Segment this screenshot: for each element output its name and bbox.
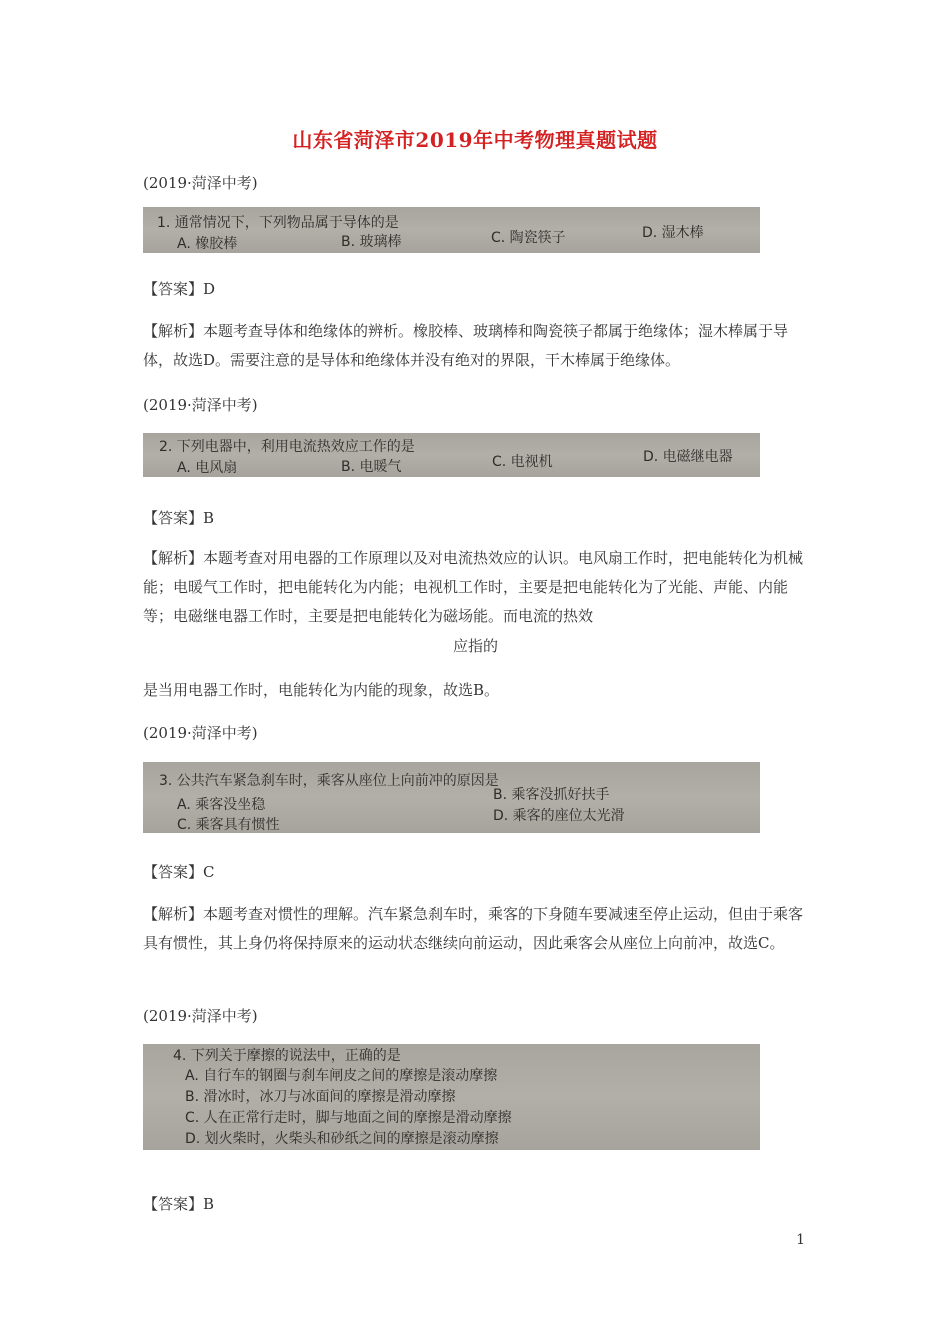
q2-analysis-center: 应指的: [452, 637, 498, 655]
question-4-scan: [143, 1044, 760, 1150]
page-number: 1: [796, 1232, 805, 1248]
q2-stem: 2. 下列电器中，利用电流热效应工作的是: [159, 439, 415, 455]
q3-option-b: B. 乘客没抓好扶手: [493, 787, 610, 803]
source-label-q2: (2019·菏泽中考): [143, 396, 258, 414]
q4-option-c: C. 人在正常行走时，脚与地面之间的摩擦是滑动摩擦: [185, 1110, 512, 1126]
q2-option-a: A. 电风扇: [177, 460, 238, 476]
question-1-scan: [143, 207, 760, 253]
q1-option-b: B. 玻璃棒: [341, 234, 402, 250]
q3-stem: 3. 公共汽车紧急刹车时，乘客从座位上向前冲的原因是: [159, 773, 499, 789]
q1-analysis: 【解析】本题考查导体和绝缘体的辨析。橡胶棒、玻璃棒和陶瓷筷子都属于绝缘体；湿木棒属于导体，故选D。需要注意的是导体和绝缘体并没有绝对的界限，干木棒属于绝缘体。: [143, 322, 789, 369]
source-label-q4: (2019·菏泽中考): [143, 1007, 258, 1025]
q4-stem: 4. 下列关于摩擦的说法中，正确的是: [173, 1048, 401, 1064]
source-label-q3: (2019·菏泽中考): [143, 724, 258, 742]
q2-option-c: C. 电视机: [492, 454, 553, 470]
question-2-scan: [143, 433, 760, 477]
q4-option-b: B. 滑冰时，冰刀与冰面间的摩擦是滑动摩擦: [185, 1089, 456, 1105]
q4-option-a: A. 自行车的钢圈与刹车闸皮之间的摩擦是滚动摩擦: [185, 1068, 498, 1084]
q3-option-c: C. 乘客具有惯性: [177, 817, 280, 833]
q1-answer: 【答案】D: [143, 280, 216, 298]
q3-option-d: D. 乘客的座位太光滑: [493, 808, 625, 824]
q2-option-d: D. 电磁继电器: [643, 449, 733, 465]
q2-analysis: 【解析】本题考查对用电器的工作原理以及对电流热效应的认识。电风扇工作时，把电能转化为机械能；电暖气工作时，把电能转化为内能；电视机工作时，主要是把电能转化为了光能、声能、内能等；电磁继电器工作时，主要是把电能转化为磁场能。而电流的热效: [143, 549, 804, 625]
q4-option-d: D. 划火柴时，火柴头和砂纸之间的摩擦是滚动摩擦: [185, 1131, 499, 1147]
q3-answer: 【答案】C: [143, 863, 215, 881]
source-label-q1: (2019·菏泽中考): [143, 174, 258, 192]
q2-answer: 【答案】B: [143, 509, 215, 527]
q4-answer: 【答案】B: [143, 1195, 215, 1213]
q1-stem: 1. 通常情况下，下列物品属于导体的是: [157, 215, 399, 231]
question-3-scan: [143, 762, 760, 833]
q1-option-d: D. 湿木棒: [642, 225, 704, 241]
q3-analysis: 【解析】本题考查对惯性的理解。汽车紧急刹车时，乘客的下身随车要减速至停止运动，但由于乘客具有惯性，其上身仍将保持原来的运动状态继续向前运动，因此乘客会从座位上向前冲，故选C。: [143, 905, 804, 952]
document-title: 山东省菏泽市2019年中考物理真题试题: [292, 128, 658, 152]
q1-option-c: C. 陶瓷筷子: [491, 230, 566, 246]
q3-option-a: A. 乘客没坐稳: [177, 797, 266, 813]
q2-analysis-tail: 是当用电器工作时，电能转化为内能的现象，故选B。: [143, 681, 500, 699]
q2-option-b: B. 电暖气: [341, 459, 402, 475]
q1-option-a: A. 橡胶棒: [177, 236, 238, 252]
